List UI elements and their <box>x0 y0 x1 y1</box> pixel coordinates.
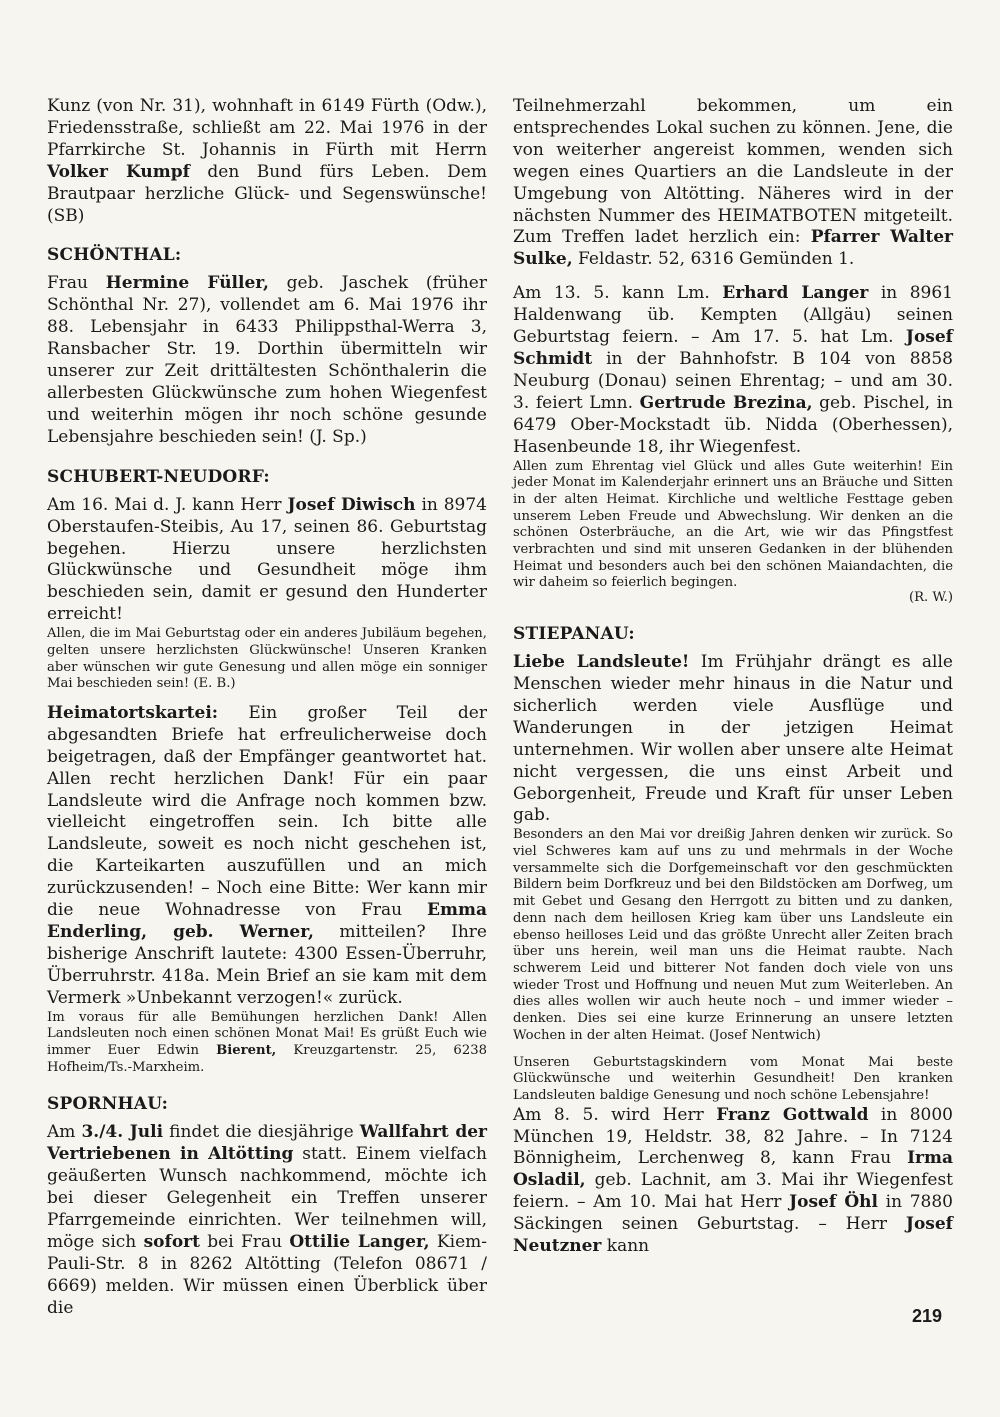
intro-paragraph: Kunz (von Nr. 31), wohnhaft in 6149 Fürth (Odw.), Friedensstraße, schließt am 22. Mai 1976 in der Pfarrkirche St. Johannis in Fürth mit Herrn Volker Kumpf den Bund fürs Leben. Dem Brautpaar herzliche Glück- und Segenswünsche! (SB) <box>47 96 487 226</box>
ehrentag-greeting: Allen zum Ehrentag viel Glück und alles Gute weiterhin! Ein jeder Monat im Kalenderjahr erinnert uns an Bräuche und Sitten in der alten Heimat. Kirchliche und weltliche Festtage geben unserem Leben Freude und Abwechslung. Wir denken an die schönen Osterbräuche, an die Art, wie wir das Pfingstfest verbrachten und sind mit unseren Gedanken in der blühenden Heimat und besonders auch bei den schönen Maiandachten, die wir daheim so feierlich begingen. <box>513 458 953 591</box>
signature-rw: (R. W.) <box>908 590 953 606</box>
birthday-greeting: Unseren Geburtstagskindern vom Monat Mai beste Glückwünsche und weiterhin Gesundheit! Den kranken Landsleuten baldige Genesung und noch schöne Lebensjahre! <box>513 1054 953 1103</box>
birthday-langer-paragraph: Am 13. 5. kann Lm. Erhard Langer in 8961 Haldenwang üb. Kempten (Allgäu) seinen Geburtstag feiern. – Am 17. 5. hat Lm. Josef Schmidt in der Bahnhofstr. B 104 von 8858 Neuburg (Donau) seinen Ehrentag; – und am 30. 3. feiert Lmn. Gertrude Brezina, geb. Pischel, in 6479 Ober-Mockstadt üb. Nidda (Oberhessen), Hasenbeunde 18, ihr Wiegenfest. <box>513 283 953 457</box>
spornhau-continued-paragraph: Teilnehmerzahl bekommen, um ein entsprechendes Lokal suchen zu können. Jene, die von weiterher angereist kommen, wenden sich wegen eines Quartiers an die Landsleute in der Umgebung von Altötting. Näheres wird in der nächsten Nummer des HEIMATBOTEN mitgeteilt. Zum Treffen ladet herzlich ein: Pfarrer Walter Sulke, Feldastr. 52, 6316 Gemünden 1. <box>513 96 953 270</box>
right-column <box>513 96 953 1258</box>
schubert-paragraph: Am 16. Mai d. J. kann Herr Josef Diwisch in 8974 Oberstaufen-Steibis, Au 17, seinen 86. Geburtstag begehen. Hierzu unsere herzlichsten Glückwünsche und Gesundheit möge ihm beschieden sein, damit er gesund den Hunderter erreicht! <box>47 494 487 625</box>
left-column <box>47 96 487 1320</box>
stiepanau-paragraph: Liebe Landsleute! Im Frühjahr drängt es alle Menschen wieder mehr hinaus in die Natur und sicherlich werden viele Ausflüge und Wanderungen in der jetzigen Heimat unternehmen. Wir wollen aber unsere alte Heimat nicht vergessen, die uns einst Arbeit und Geborgenheit, Freude und Kraft für unser Leben gab. <box>513 652 953 826</box>
spornhau-paragraph: Am 3./4. Juli findet die diesjährige Wallfahrt der Vertriebenen in Altötting statt. Einem vielfach geäußerten Wunsch nachkommend, möchte ich bei dieser Gelegenheit ein Treffen unserer Pfarrgemeinde einrichten. Wer teilnehmen will, möge sich sofort bei Frau Ottilie Langer, Kiem-Pauli-Str. 8 in 8262 Altötting (Telefon 08671 / 6669) melden. Wir müssen einen Überblick über die <box>47 1122 487 1318</box>
heimatortskartei-paragraph: Heimatortskartei: Ein großer Teil der abgesandten Briefe hat erfreulicherweise doch beigetragen, daß der Empfänger geantwortet hat. Allen recht herzlichen Dank! Für ein paar Landsleute wird die Anfrage noch kommen bzw. vielleicht eingetroffen sein. Ich bitte alle Landsleute, soweit es noch nicht geschehen ist, die Karteikarten auszufüllen und an mich zurückzusenden! – Noch eine Bitte: Wer kann mir die neue Wohnadresse von Frau Emma Enderling, geb. Werner, mitteilen? Ihre bisherige Anschrift lautete: 4300 Essen-Überruhr, Überruhrstr. 418a. Mein Brief an sie kam mit dem Vermerk »Unbekannt verzogen!« zurück. <box>47 702 487 1008</box>
heading-spornhau: SPORNHAU: <box>47 1094 169 1115</box>
stiepanau-memory: Besonders an den Mai vor dreißig Jahren denken wir zurück. So viel Schweres kam auf uns zu und mehrmals in der Woche versammelte sich die Dorfgemeinschaft vor den geschmückten Bildern beim Dorfkreuz und bei den Bildstöcken am Dorfweg, um mit Gebet und Gesang den Herrgott zu bitten und zu danken, denn nach dem heillosen Krieg kam über uns Landsleute ein ebenso heilloses Leid und das größte Unrecht aller Zeiten brach über uns herein, weil man uns die Heimat raubte. Nach schwerem Leid und bitterer Not fanden doch viele von uns wieder Trost und Hoffnung und neuen Mut zum Weiterleben. An dies alles wollen wir auch heute noch – und immer wieder – denken. Dies sei eine kurze Erinnerung an unsere letzten Wochen in der alten Heimat. (Josef Nentwich) <box>513 827 953 1043</box>
schoenthal-paragraph: Frau Hermine Füller, geb. Jaschek (früher Schönthal Nr. 27), vollendet am 6. Mai 1976 ihr 88. Lebensjahr in 6433 Philippsthal-Werra 3, Ransbacher Str. 19. Dorthin übermitteln wir unserer zur Zeit drittältesten Schönthalerin die allerbesten Glückwünsche zum hohen Wiegenfest und weiterhin mögen ihr noch schöne gesunde Lebensjahre beschieden sein! (J. Sp.) <box>47 273 487 447</box>
heading-stiepanau: STIEPANAU: <box>513 624 635 645</box>
heading-schoenthal: SCHÖNTHAL: <box>47 245 182 266</box>
schubert-greeting: Allen, die im Mai Geburtstag oder ein anderes Jubiläum begehen, gelten unsere herzlichsten Glückwünsche! Unseren Kranken aber wünschen wir gute Genesung und allen möge ein sonniger Mai beschieden sein! (E. B.) <box>47 626 487 692</box>
heading-schubert-neudorf: SCHUBERT-NEUDORF: <box>47 466 270 487</box>
page-number: 219 <box>912 1306 943 1326</box>
birthday-gottwald-paragraph: Am 8. 5. wird Herr Franz Gottwald in 8000 München 19, Heldstr. 38, 82 Jahre. – In 7124 Bönnigheim, Lerchenweg 8, kann Frau Irma Osladil, geb. Lachnit, am 3. Mai ihr Wiegenfest feiern. – Am 10. Mai hat Herr Josef Öhl in 7880 Säckingen seinen Geburtstag. – Herr Josef Neutzner kann <box>513 1104 953 1257</box>
kartei-thanks: Im voraus für alle Bemühungen herzlichen Dank! Allen Landsleuten noch einen schönen Monat Mai! Es grüßt Euch wie immer Euer Edwin Bierent, Kreuzgartenstr. 25, 6238 Hofheim/Ts.-Marxheim. <box>47 1009 487 1075</box>
